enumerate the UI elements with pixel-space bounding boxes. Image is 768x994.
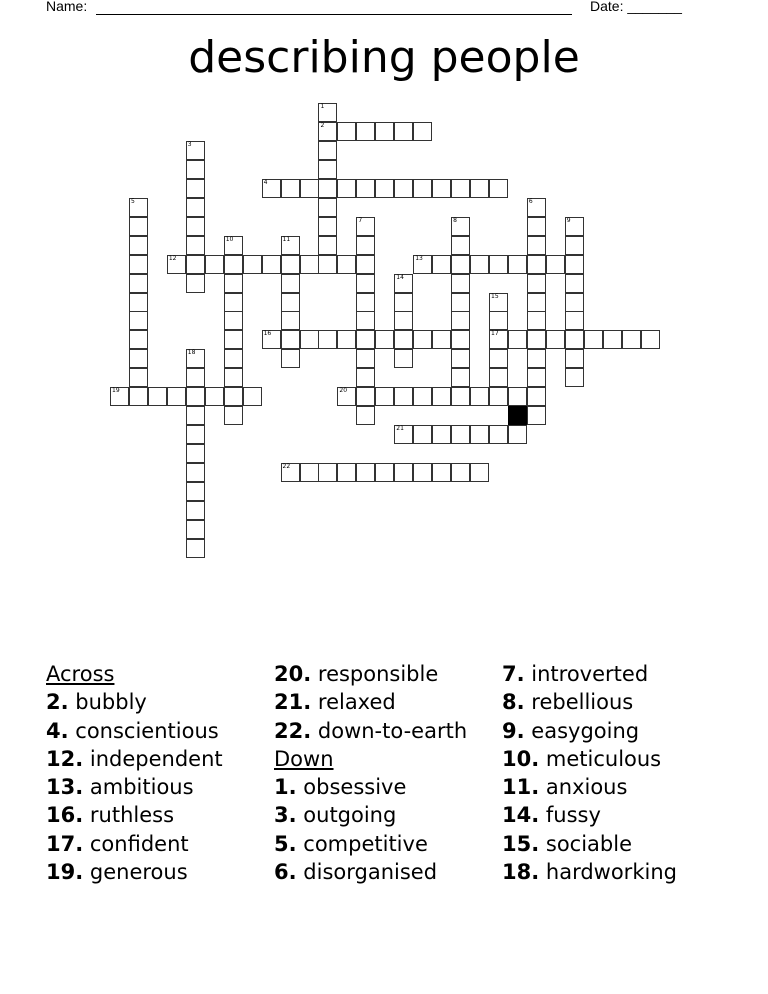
grid-cell[interactable] <box>337 330 356 349</box>
grid-cell[interactable] <box>527 387 546 406</box>
black-cell <box>508 406 527 425</box>
grid-cell[interactable] <box>148 387 167 406</box>
grid-cell[interactable] <box>186 463 205 482</box>
grid-cell[interactable] <box>186 425 205 444</box>
grid-cell[interactable] <box>451 255 470 274</box>
clue-across-17: 17. confident <box>46 831 189 856</box>
grid-cell[interactable] <box>337 387 356 406</box>
grid-cell[interactable] <box>356 387 375 406</box>
clue-number: 21 <box>396 425 404 433</box>
clue-number: 14 <box>396 273 404 281</box>
grid-cell[interactable] <box>508 387 527 406</box>
grid-cell[interactable] <box>281 236 300 255</box>
grid-cell[interactable] <box>224 349 243 368</box>
grid-cell[interactable] <box>318 141 337 160</box>
grid-cell[interactable] <box>186 444 205 463</box>
grid-cell[interactable] <box>375 387 394 406</box>
grid-cell[interactable] <box>186 482 205 501</box>
grid-cell[interactable] <box>413 179 432 198</box>
grid-cell[interactable] <box>565 293 584 312</box>
grid-cell[interactable] <box>300 330 319 349</box>
grid-cell[interactable] <box>186 520 205 539</box>
grid-cell[interactable] <box>394 425 413 444</box>
grid-cell[interactable] <box>337 463 356 482</box>
grid-cell[interactable] <box>527 406 546 425</box>
grid-cell[interactable] <box>300 463 319 482</box>
grid-cell[interactable] <box>394 387 413 406</box>
grid-cell[interactable] <box>451 349 470 368</box>
grid-cell[interactable] <box>489 255 508 274</box>
clue-column-2 <box>274 660 467 886</box>
grid-cell[interactable] <box>224 330 243 349</box>
grid-cell[interactable] <box>527 368 546 387</box>
grid-cell[interactable] <box>470 463 489 482</box>
grid-cell[interactable] <box>375 463 394 482</box>
grid-cell[interactable] <box>508 255 527 274</box>
grid-cell[interactable] <box>451 425 470 444</box>
grid-cell[interactable] <box>281 274 300 293</box>
grid-cell[interactable] <box>356 368 375 387</box>
grid-cell[interactable] <box>186 179 205 198</box>
grid-cell[interactable] <box>527 217 546 236</box>
grid-cell[interactable] <box>167 387 186 406</box>
grid-cell[interactable] <box>451 217 470 236</box>
grid-cell[interactable] <box>356 255 375 274</box>
grid-cell[interactable] <box>527 349 546 368</box>
clue-across-19: 19. generous <box>46 860 188 885</box>
grid-cell[interactable] <box>451 236 470 255</box>
grid-cell[interactable] <box>186 368 205 387</box>
grid-cell[interactable] <box>394 122 413 141</box>
grid-cell[interactable] <box>375 122 394 141</box>
grid-cell[interactable] <box>318 255 337 274</box>
grid-cell[interactable] <box>318 179 337 198</box>
clue-across-13: 13. ambitious <box>46 775 194 800</box>
grid-cell[interactable] <box>356 217 375 236</box>
clue-across-16: 16. ruthless <box>46 803 175 828</box>
grid-cell[interactable] <box>129 330 148 349</box>
grid-cell[interactable] <box>622 330 641 349</box>
clue-number: 3 <box>187 140 192 148</box>
grid-cell[interactable] <box>489 425 508 444</box>
grid-cell[interactable] <box>394 463 413 482</box>
grid-cell[interactable] <box>205 387 224 406</box>
grid-cell[interactable] <box>318 330 337 349</box>
grid-cell[interactable] <box>565 368 584 387</box>
grid-cell[interactable] <box>451 311 470 330</box>
grid-cell[interactable] <box>356 293 375 312</box>
clue-number: 4 <box>263 178 268 186</box>
grid-cell[interactable] <box>603 330 622 349</box>
grid-cell[interactable] <box>243 255 262 274</box>
grid-cell[interactable] <box>281 255 300 274</box>
grid-cell[interactable] <box>186 160 205 179</box>
clue-column-3 <box>502 660 677 886</box>
grid-cell[interactable] <box>565 311 584 330</box>
grid-cell[interactable] <box>281 179 300 198</box>
clue-down-14: 14. fussy <box>502 803 601 828</box>
clue-across-4: 4. conscientious <box>46 718 219 743</box>
grid-cell[interactable] <box>186 198 205 217</box>
grid-cell[interactable] <box>224 236 243 255</box>
clue-number: 19 <box>112 387 120 395</box>
clue-number: 20 <box>339 387 348 395</box>
grid-cell[interactable] <box>394 330 413 349</box>
grid-cell[interactable] <box>356 311 375 330</box>
grid-cell[interactable] <box>527 330 546 349</box>
grid-cell[interactable] <box>394 311 413 330</box>
grid-cell[interactable] <box>318 122 337 141</box>
grid-cell[interactable] <box>489 311 508 330</box>
grid-cell[interactable] <box>300 179 319 198</box>
grid-cell[interactable] <box>413 255 432 274</box>
grid-cell[interactable] <box>186 539 205 558</box>
clue-down-10: 10. meticulous <box>502 746 662 771</box>
clue-number: 1 <box>320 103 325 110</box>
grid-cell[interactable] <box>413 387 432 406</box>
grid-cell[interactable] <box>356 349 375 368</box>
grid-cell[interactable] <box>470 179 489 198</box>
clue-number: 22 <box>282 463 291 471</box>
grid-cell[interactable] <box>451 179 470 198</box>
across-heading: Across <box>46 662 115 686</box>
grid-cell[interactable] <box>641 330 660 349</box>
grid-cell[interactable] <box>129 349 148 368</box>
grid-cell[interactable] <box>451 463 470 482</box>
grid-cell[interactable] <box>224 255 243 274</box>
grid-cell[interactable] <box>565 330 584 349</box>
grid-cell[interactable] <box>186 406 205 425</box>
grid-cell[interactable] <box>584 330 603 349</box>
grid-cell[interactable] <box>356 406 375 425</box>
name-label: Name: <box>46 0 88 14</box>
grid-cell[interactable] <box>375 179 394 198</box>
clue-across-22: 22. down-to-earth <box>274 718 468 743</box>
grid-cell[interactable] <box>489 368 508 387</box>
clue-down-1: 1. obsessive <box>274 775 407 800</box>
grid-cell[interactable] <box>451 368 470 387</box>
grid-cell[interactable] <box>356 122 375 141</box>
grid-cell[interactable] <box>186 387 205 406</box>
clue-number: 5 <box>130 197 135 205</box>
grid-cell[interactable] <box>318 160 337 179</box>
grid-cell[interactable] <box>451 293 470 312</box>
grid-cell[interactable] <box>375 330 394 349</box>
grid-cell[interactable] <box>432 425 451 444</box>
clue-down-8: 8. rebellious <box>502 690 634 715</box>
grid-cell[interactable] <box>318 236 337 255</box>
grid-cell[interactable] <box>243 387 262 406</box>
grid-cell[interactable] <box>413 122 432 141</box>
grid-cell[interactable] <box>337 255 356 274</box>
grid-cell[interactable] <box>337 122 356 141</box>
grid-cell[interactable] <box>186 236 205 255</box>
grid-cell[interactable] <box>318 463 337 482</box>
grid-cell[interactable] <box>318 217 337 236</box>
grid-cell[interactable] <box>356 274 375 293</box>
grid-cell[interactable] <box>432 179 451 198</box>
grid-cell[interactable] <box>565 274 584 293</box>
grid-cell[interactable] <box>224 387 243 406</box>
grid-cell[interactable] <box>356 330 375 349</box>
grid-cell[interactable] <box>527 255 546 274</box>
grid-cell[interactable] <box>451 330 470 349</box>
grid-cell[interactable] <box>413 330 432 349</box>
grid-cell[interactable] <box>565 236 584 255</box>
grid-cell[interactable] <box>129 387 148 406</box>
grid-cell[interactable] <box>432 255 451 274</box>
grid-cell[interactable] <box>565 217 584 236</box>
grid-cell[interactable] <box>281 463 300 482</box>
clue-down-15: 15. sociable <box>502 831 633 856</box>
down-heading: Down <box>274 746 334 771</box>
grid-cell[interactable] <box>489 293 508 312</box>
clue-down-18: 18. hardworking <box>502 860 677 885</box>
grid-cell[interactable] <box>527 311 546 330</box>
grid-cell[interactable] <box>546 255 565 274</box>
clue-number: 6 <box>528 197 533 205</box>
grid-cell[interactable] <box>129 236 148 255</box>
grid-cell[interactable] <box>565 349 584 368</box>
grid-cell[interactable] <box>224 274 243 293</box>
clue-column-1 <box>46 660 223 886</box>
grid-cell[interactable] <box>432 463 451 482</box>
grid-cell[interactable] <box>451 274 470 293</box>
clue-down-3: 3. outgoing <box>274 803 397 828</box>
clue-number: 7 <box>358 216 363 224</box>
clue-number: 8 <box>453 216 457 224</box>
clue-down-11: 11. anxious <box>502 775 628 800</box>
grid-cell[interactable] <box>186 349 205 368</box>
grid-cell[interactable] <box>394 274 413 293</box>
grid-cell[interactable] <box>262 179 281 198</box>
grid-cell[interactable] <box>394 293 413 312</box>
grid-cell[interactable] <box>470 255 489 274</box>
grid-cell[interactable] <box>470 425 489 444</box>
grid-cell[interactable] <box>129 255 148 274</box>
clue-number: 10 <box>225 235 234 243</box>
grid-cell[interactable] <box>281 330 300 349</box>
grid-cell[interactable] <box>224 368 243 387</box>
clue-down-5: 5. competitive <box>274 831 428 856</box>
grid-cell[interactable] <box>318 198 337 217</box>
grid-cell[interactable] <box>527 293 546 312</box>
clue-number: 18 <box>187 349 196 357</box>
grid-cell[interactable] <box>300 255 319 274</box>
grid-cell[interactable] <box>186 274 205 293</box>
grid-cell[interactable] <box>527 236 546 255</box>
clue-across-21: 21. relaxed <box>274 690 396 715</box>
clue-number: 15 <box>491 292 499 300</box>
grid-cell[interactable] <box>281 349 300 368</box>
grid-cell[interactable] <box>413 463 432 482</box>
clue-down-9: 9. easygoing <box>502 718 640 743</box>
grid-cell[interactable] <box>262 255 281 274</box>
grid-cell[interactable] <box>565 255 584 274</box>
grid-cell[interactable] <box>337 179 356 198</box>
clue-number: 13 <box>415 254 423 262</box>
grid-cell[interactable] <box>186 217 205 236</box>
grid-cell[interactable] <box>356 236 375 255</box>
grid-cell[interactable] <box>281 293 300 312</box>
grid-cell[interactable] <box>413 425 432 444</box>
grid-cell[interactable] <box>508 425 527 444</box>
clue-across-12: 12. independent <box>46 746 223 771</box>
grid-cell[interactable] <box>527 274 546 293</box>
clue-across-2: 2. bubbly <box>46 690 147 715</box>
grid-cell[interactable] <box>432 330 451 349</box>
grid-cell[interactable] <box>129 368 148 387</box>
grid-cell[interactable] <box>129 217 148 236</box>
clue-number: 2 <box>320 121 325 129</box>
grid-cell[interactable] <box>129 198 148 217</box>
grid-cell[interactable] <box>224 293 243 312</box>
clue-down-6: 6. disorganised <box>274 860 438 885</box>
clue-number: 11 <box>282 235 291 243</box>
clue-number: 17 <box>491 330 499 338</box>
grid-cell[interactable] <box>224 311 243 330</box>
grid-cell[interactable] <box>281 311 300 330</box>
grid-cell[interactable] <box>186 141 205 160</box>
clue-number: 12 <box>168 254 177 262</box>
grid-cell[interactable] <box>489 330 508 349</box>
grid-cell[interactable] <box>129 274 148 293</box>
date-label: Date: _______ <box>590 0 682 14</box>
grid-cell[interactable] <box>186 501 205 520</box>
grid-cell[interactable] <box>394 349 413 368</box>
grid-cell[interactable] <box>432 387 451 406</box>
clue-down-7: 7. introverted <box>502 662 649 686</box>
grid-cell[interactable] <box>546 330 565 349</box>
clue-number: 16 <box>263 330 272 338</box>
grid-cell[interactable] <box>262 330 281 349</box>
grid-cell[interactable] <box>527 198 546 217</box>
grid-cell[interactable] <box>451 387 470 406</box>
grid-cell[interactable] <box>394 179 413 198</box>
grid-cell[interactable] <box>129 293 148 312</box>
clue-number: 9 <box>566 216 571 224</box>
clue-across-20: 20. responsible <box>274 662 439 686</box>
grid-cell[interactable] <box>356 463 375 482</box>
grid-cell[interactable] <box>489 349 508 368</box>
grid-cell[interactable] <box>186 255 205 274</box>
grid-cell[interactable] <box>110 387 129 406</box>
grid-cell[interactable] <box>470 387 489 406</box>
grid-cell[interactable] <box>356 179 375 198</box>
grid-cell[interactable] <box>129 311 148 330</box>
grid-cell[interactable] <box>167 255 186 274</box>
grid-cell[interactable] <box>205 255 224 274</box>
grid-cell[interactable] <box>224 406 243 425</box>
grid-cell[interactable] <box>318 103 337 122</box>
grid-cell[interactable] <box>508 330 527 349</box>
grid-cell[interactable] <box>489 179 508 198</box>
page-title: describing people <box>188 32 580 83</box>
grid-cell[interactable] <box>489 387 508 406</box>
